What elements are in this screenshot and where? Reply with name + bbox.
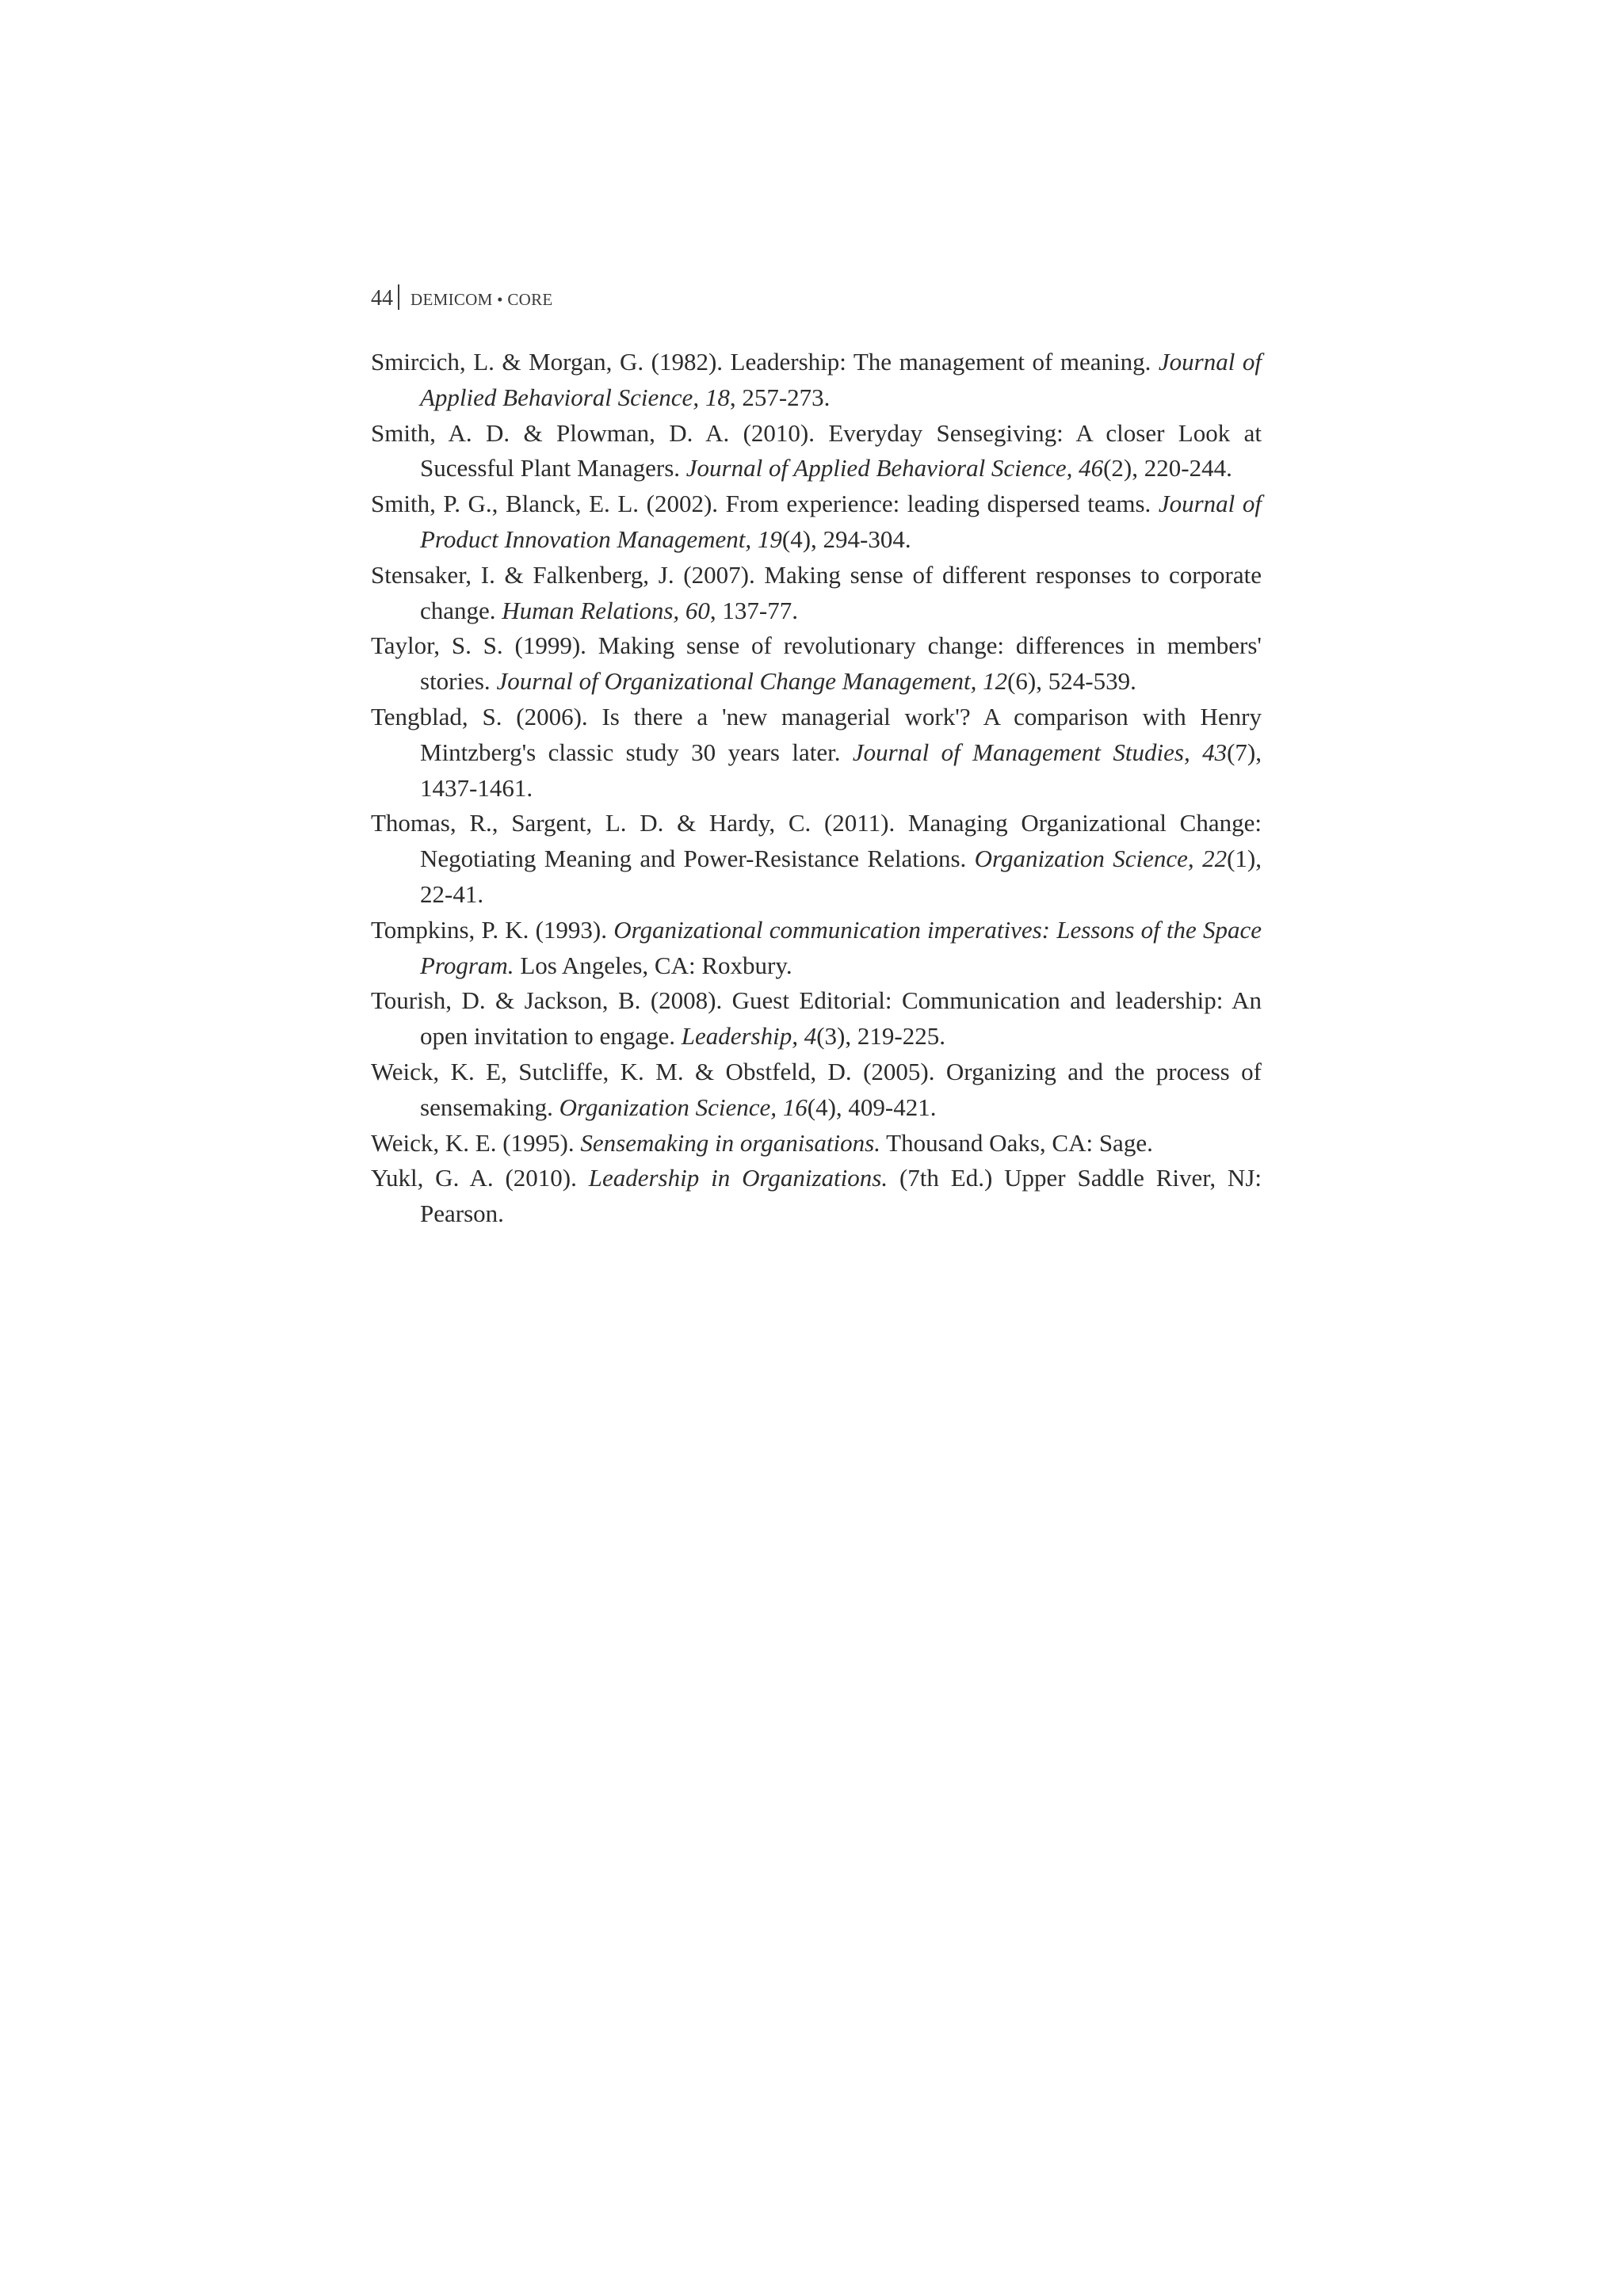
journal-name: DEMICOM • CORE [411,290,553,309]
reference-text: Weick, K. E, Sutcliffe, K. M. & Obstfeld, D. (2005). Organizing and the process of sensemaking. [371,1057,1262,1121]
reference-source: Journal of Product Innovation Management, 19 [420,490,1262,553]
reference-details: Thousand Oaks, CA: Sage. [880,1128,1153,1157]
reference-source: Journal of Applied Behavioral Science, 18 [420,348,1262,411]
reference-entry [371,913,1262,984]
reference-list [371,345,1262,1232]
reference-details: (4), 294-304. [781,524,911,553]
reference-entry [371,700,1262,806]
reference-details: , 257-273. [729,383,831,411]
reference-details: (4), 409-421. [807,1093,937,1121]
reference-entry [371,558,1262,629]
reference-entry [371,1055,1262,1126]
reference-entry [371,486,1262,558]
reference-source: Leadership, 4 [681,1022,817,1051]
reference-entry [371,983,1262,1055]
reference-text: Tompkins, P. K. (1993). [371,915,614,944]
reference-entry [371,806,1262,912]
reference-source: Journal of Applied Behavioral Science, 46 [685,454,1104,482]
reference-details: (3), 219-225. [816,1022,945,1051]
reference-source: Sensemaking in organisations. [580,1128,880,1157]
reference-text: Yukl, G. A. (2010). [371,1164,589,1192]
page-number: 44 [371,286,393,311]
reference-source: Human Relations, 60 [502,596,710,624]
reference-text: Smith, P. G., Blanck, E. L. (2002). From experience: leading dispersed teams. [371,490,1159,518]
reference-source: Organizational communication imperatives: Lessons of the Space Program. [420,915,1262,979]
reference-text: Stensaker, I. & Falkenberg, J. (2007). Making sense of different responses to corporate change. [371,560,1262,624]
running-head [371,282,553,315]
reference-text: Thomas, R., Sargent, L. D. & Hardy, C. (2011). Managing Organizational Change: Negotiating Meaning and Power-Resistance Relations. [371,809,1262,873]
reference-entry [371,1126,1262,1161]
reference-source: Organization Science, 22 [974,845,1228,873]
reference-details: (7), 1437-1461. [420,738,1262,802]
reference-text: Weick, K. E. (1995). [371,1128,581,1157]
reference-entry [371,1161,1262,1232]
reference-source: Organization Science, 16 [559,1093,808,1121]
reference-details: (2), 220-244. [1103,454,1232,482]
reference-text: Tourish, D. & Jackson, B. (2008). Guest Editorial: Communication and leadership: An open invitation to engage. [371,986,1262,1051]
reference-source: Journal of Management Studies, 43 [852,738,1228,766]
reference-details: (6), 524-539. [1007,667,1136,696]
reference-entry [371,628,1262,700]
reference-source: Leadership in Organizations. [588,1164,888,1192]
reference-text: Smircich, L. & Morgan, G. (1982). Leadership: The management of meaning. [371,348,1159,376]
reference-details: , 137-77. [709,596,798,624]
reference-source: Journal of Organizational Change Management, 12 [496,667,1008,696]
reference-details: Los Angeles, CA: Roxbury. [514,951,792,979]
reference-text: Tengblad, S. (2006). Is there a 'new managerial work'? A comparison with Henry Mintzberg's classic study 30 years later. [371,702,1262,766]
reference-text: Taylor, S. S. (1999). Making sense of revolutionary change: differences in members' stories. [371,631,1262,696]
reference-details: (7th Ed.) Upper Saddle River, NJ: Pearson. [420,1164,1262,1228]
header-divider [398,284,399,310]
reference-text: Smith, A. D. & Plowman, D. A. (2010). Everyday Sensegiving: A closer Look at Sucessful Plant Managers. [371,418,1262,482]
reference-entry [371,345,1262,416]
reference-details: (1), 22-41. [420,845,1262,908]
reference-entry [371,416,1262,487]
